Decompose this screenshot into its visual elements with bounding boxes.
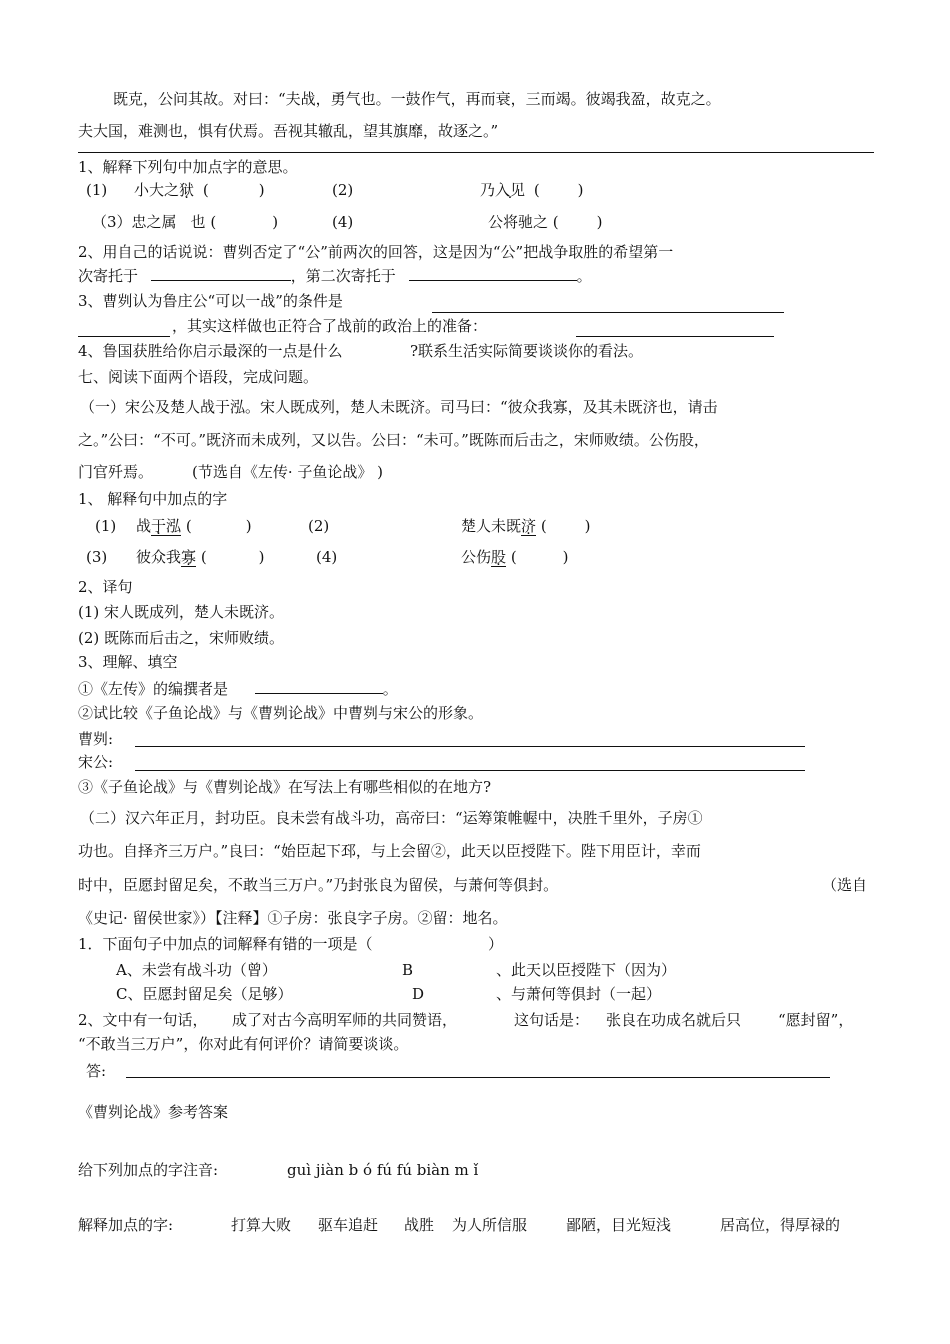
p2q1-option-d: 、与萧何等俱封（一起） <box>496 985 662 1003</box>
part1-line-3a: 门官歼焉。 <box>78 463 154 481</box>
part2-line-3b: （选自 <box>822 876 868 894</box>
p2q1-option-b-letter: B <box>402 961 414 979</box>
p1q1-num-1: (1) <box>95 517 117 535</box>
p2q2-line-1b: 成了对古今高明军师的共同赞语， <box>232 1011 458 1029</box>
answers-explain-6: 居高位，得厚禄的 <box>720 1216 841 1234</box>
q1-dot-2: 入见 <box>495 181 526 199</box>
p1q1-text-1c: 泓 <box>166 517 182 535</box>
p1q3-blank-songgong[interactable] <box>135 770 805 771</box>
q1-item-2 <box>480 180 584 200</box>
q1-text-1a: 小大之 <box>134 181 180 199</box>
q1-paren-close-4: ) <box>596 213 603 231</box>
p2q2-line-1c: 这句话是： <box>514 1011 590 1029</box>
p1q1-text-4a: 公伤 <box>461 548 492 566</box>
q4-line-1a: 4、鲁国获胜给你启示最深的一点是什么 <box>78 342 343 360</box>
q2-line-2 <box>78 266 592 286</box>
p1q1-paren-open-4: ( <box>510 548 517 566</box>
p1q1-num-3: (3) <box>86 548 108 566</box>
p1q3-label-caogui: 曹刿: <box>78 730 114 748</box>
q3-blank-1[interactable] <box>432 312 784 313</box>
q1-paren-open-2: ( <box>533 181 540 199</box>
answers-explain-2: 驱车追赶 <box>318 1216 379 1234</box>
q3-blank-3[interactable] <box>576 336 774 337</box>
part1-line-3b: (节选自《左传· 子鱼论战》 ) <box>192 463 384 481</box>
q1-text-4a: 公将驰之 <box>488 213 549 231</box>
q1-item-4 <box>488 212 603 232</box>
answers-explain-5: 鄙陋，目光短浅 <box>566 1216 672 1234</box>
p1q1-text-2a: 楚人未既 <box>461 517 522 535</box>
p2q2-line-1a: 2、文中有一句话， <box>78 1011 208 1029</box>
q1-item-1 <box>86 180 265 200</box>
answers-explain-3: 战胜 <box>404 1216 435 1234</box>
p1q1-item-3 <box>136 547 265 567</box>
p1q1-paren-close-1: ) <box>245 517 252 535</box>
p1q1-dot-1: 于 <box>151 517 167 535</box>
q2-text-c: 。 <box>576 267 592 285</box>
p1q1-num-2: (2) <box>308 517 330 535</box>
q1-num-2: (2) <box>332 181 354 199</box>
p1q3-line-2: ②试比较《子鱼论战》与《曹刿论战》中曹刿与宋公的形象。 <box>78 704 484 722</box>
answers-title: 《曹刿论战》参考答案 <box>78 1103 229 1121</box>
divider-rule <box>78 152 874 153</box>
q2-blank-1[interactable] <box>151 266 291 281</box>
p1q1-item-2 <box>461 516 591 536</box>
part2-line-2: 功也。自择齐三万户。”良曰：“始臣起下邳，与上会留②，此天以臣授陛下。陛下用臣计，幸而 <box>78 842 701 860</box>
p1q2-line-1: (1) 宋人既成列，楚人未既济。 <box>78 603 285 621</box>
p1q1-dot-2: 济 <box>521 517 537 535</box>
p1q1-dot-4: 股 <box>491 548 507 566</box>
p2q1-option-a: A、未尝有战斗功（曾） <box>116 961 277 979</box>
part2-line-1: （二）汉六年正月，封功臣。良未尝有战斗功，高帝曰：“运筹策帷幄中，决胜千里外，子房① <box>80 809 703 827</box>
p2q1-option-c: C、臣愿封留足矣（足够） <box>116 985 293 1003</box>
p1q3-line-1 <box>78 679 398 699</box>
p1q3-label-songgong: 宋公: <box>78 753 114 771</box>
p1q3-title: 3、理解、填空 <box>78 653 178 671</box>
part2-line-3a: 时中，臣愿封留足矣，不敢当三万户。”乃封张良为留侯，与萧何等俱封。 <box>78 876 559 894</box>
part1-line-2: 之。”公曰：“不可。”既济而未成列，又以告。公曰：“未可。”既陈而后击之，宋师败绩。公伤股， <box>78 431 709 449</box>
p1q1-text-1a: 战 <box>136 517 152 535</box>
p1q1-num-4: (4) <box>316 548 338 566</box>
p1q1-paren-close-2: ) <box>584 517 591 535</box>
q3-blank-2[interactable] <box>78 336 170 337</box>
q1-paren-close-2: ) <box>577 181 584 199</box>
q1-text-3b: 也 <box>190 213 206 231</box>
q2-text-a: 次寄托于 <box>78 267 139 285</box>
q1-title: 1、解释下列句中加点字的意思。 <box>78 158 298 176</box>
p1q3-line-5: ③《子鱼论战》与《曹刿论战》在写法上有哪些相似的在地方? <box>78 778 492 796</box>
p2q2-line-1e: “愿封留”， <box>778 1011 854 1029</box>
q2-line-1: 2、用自己的话说说：曹刿否定了“公”前两次的回答，这是因为“公”把战争取胜的希望第一 <box>78 243 674 261</box>
p1q3-text-1a: ①《左传》的编撰者是 <box>78 680 229 698</box>
answers-explain-1: 打算大败 <box>231 1216 292 1234</box>
q3-line-2: ，其实这样做也正符合了战前的政治上的准备： <box>172 317 488 335</box>
p1q1-paren-open-3: ( <box>200 548 207 566</box>
answers-explain-4: 为人所信服 <box>452 1216 528 1234</box>
p1q1-paren-close-3: ) <box>258 548 265 566</box>
answers-pinyin-label: 给下列加点的字注音: <box>78 1161 219 1179</box>
q1-dot-1: 狱 <box>179 181 195 199</box>
q2-blank-2[interactable] <box>409 266 577 281</box>
p1q1-item-4 <box>461 547 569 567</box>
p1q3-text-1b: 。 <box>382 680 398 698</box>
section-7-title: 七、阅读下面两个语段，完成问题。 <box>78 368 319 386</box>
passage-line-1: 既克，公问其故。对曰：“夫战，勇气也。一鼓作气，再而衰，三而竭。彼竭我盈，故克之。 <box>113 90 721 108</box>
q1-paren-open-1: ( <box>202 181 209 199</box>
p1q1-paren-open-1: ( <box>185 517 192 535</box>
p2q1-close: ） <box>488 935 504 953</box>
q1-num-3: （3）忠之属 <box>92 213 177 231</box>
p1q1-item-1 <box>136 516 252 536</box>
p1q2-title: 2、译句 <box>78 578 133 596</box>
p2q2-answer-label: 答: <box>86 1062 107 1080</box>
part1-line-1: （一）宋公及楚人战于泓。宋人既成列，楚人未既济。司马曰：“彼众我寡，及其未既济也，请击 <box>80 398 718 416</box>
p2q1-option-d-letter: D <box>412 985 425 1003</box>
p1q3-blank-1[interactable] <box>255 679 383 694</box>
q1-num-4: (4) <box>332 213 354 231</box>
p1q1-dot-3: 寡 <box>181 548 197 566</box>
p2q1-title: 1．下面句子中加点的词解释有错的一项是（ <box>78 935 373 953</box>
answers-pinyin: guì jiàn b ó fú fú biàn m ǐ <box>287 1161 479 1179</box>
p2q2-line-2: “不敢当三万户”，你对此有何评价？请简要谈谈。 <box>78 1035 409 1053</box>
passage-line-2: 夫大国，难测也，惧有伏焉。吾视其辙乱，望其旗靡，故逐之。” <box>78 122 499 140</box>
q1-paren-close-1: ) <box>258 181 265 199</box>
p2q2-answer-blank[interactable] <box>126 1077 830 1078</box>
q4-line-1b: ?联系生活实际简要谈谈你的看法。 <box>410 342 644 360</box>
answers-explain-label: 解释加点的字: <box>78 1216 174 1234</box>
p1q1-text-3a: 彼众我 <box>136 548 182 566</box>
q1-paren-open-4: ( <box>552 213 559 231</box>
p2q2-line-1d: 张良在功成名就后只 <box>606 1011 742 1029</box>
q3-line-1: 3、曹刿认为鲁庄公“可以一战”的条件是 <box>78 292 343 310</box>
q1-num-1: (1) <box>86 181 108 199</box>
p1q1-paren-open-2: ( <box>540 517 547 535</box>
p1q2-line-2: (2) 既陈而后击之，宋师败绩。 <box>78 629 285 647</box>
p1q1-title: 1、 解释句中加点的字 <box>78 490 228 508</box>
q1-paren-open-3: ( <box>210 213 217 231</box>
p2q1-option-b: 、此天以臣授陛下（因为） <box>496 961 677 979</box>
p1q1-paren-close-4: ) <box>562 548 569 566</box>
q1-paren-close-3: ) <box>272 213 279 231</box>
q2-text-b: ，第二次寄托于 <box>290 267 396 285</box>
q1-text-2a: 乃 <box>480 181 496 199</box>
q1-item-3 <box>92 212 278 232</box>
part2-line-4: 《史记· 留侯世家》）【注释】①子房：张良字子房。②留：地名。 <box>78 909 508 927</box>
p1q3-blank-caogui[interactable] <box>135 746 805 747</box>
